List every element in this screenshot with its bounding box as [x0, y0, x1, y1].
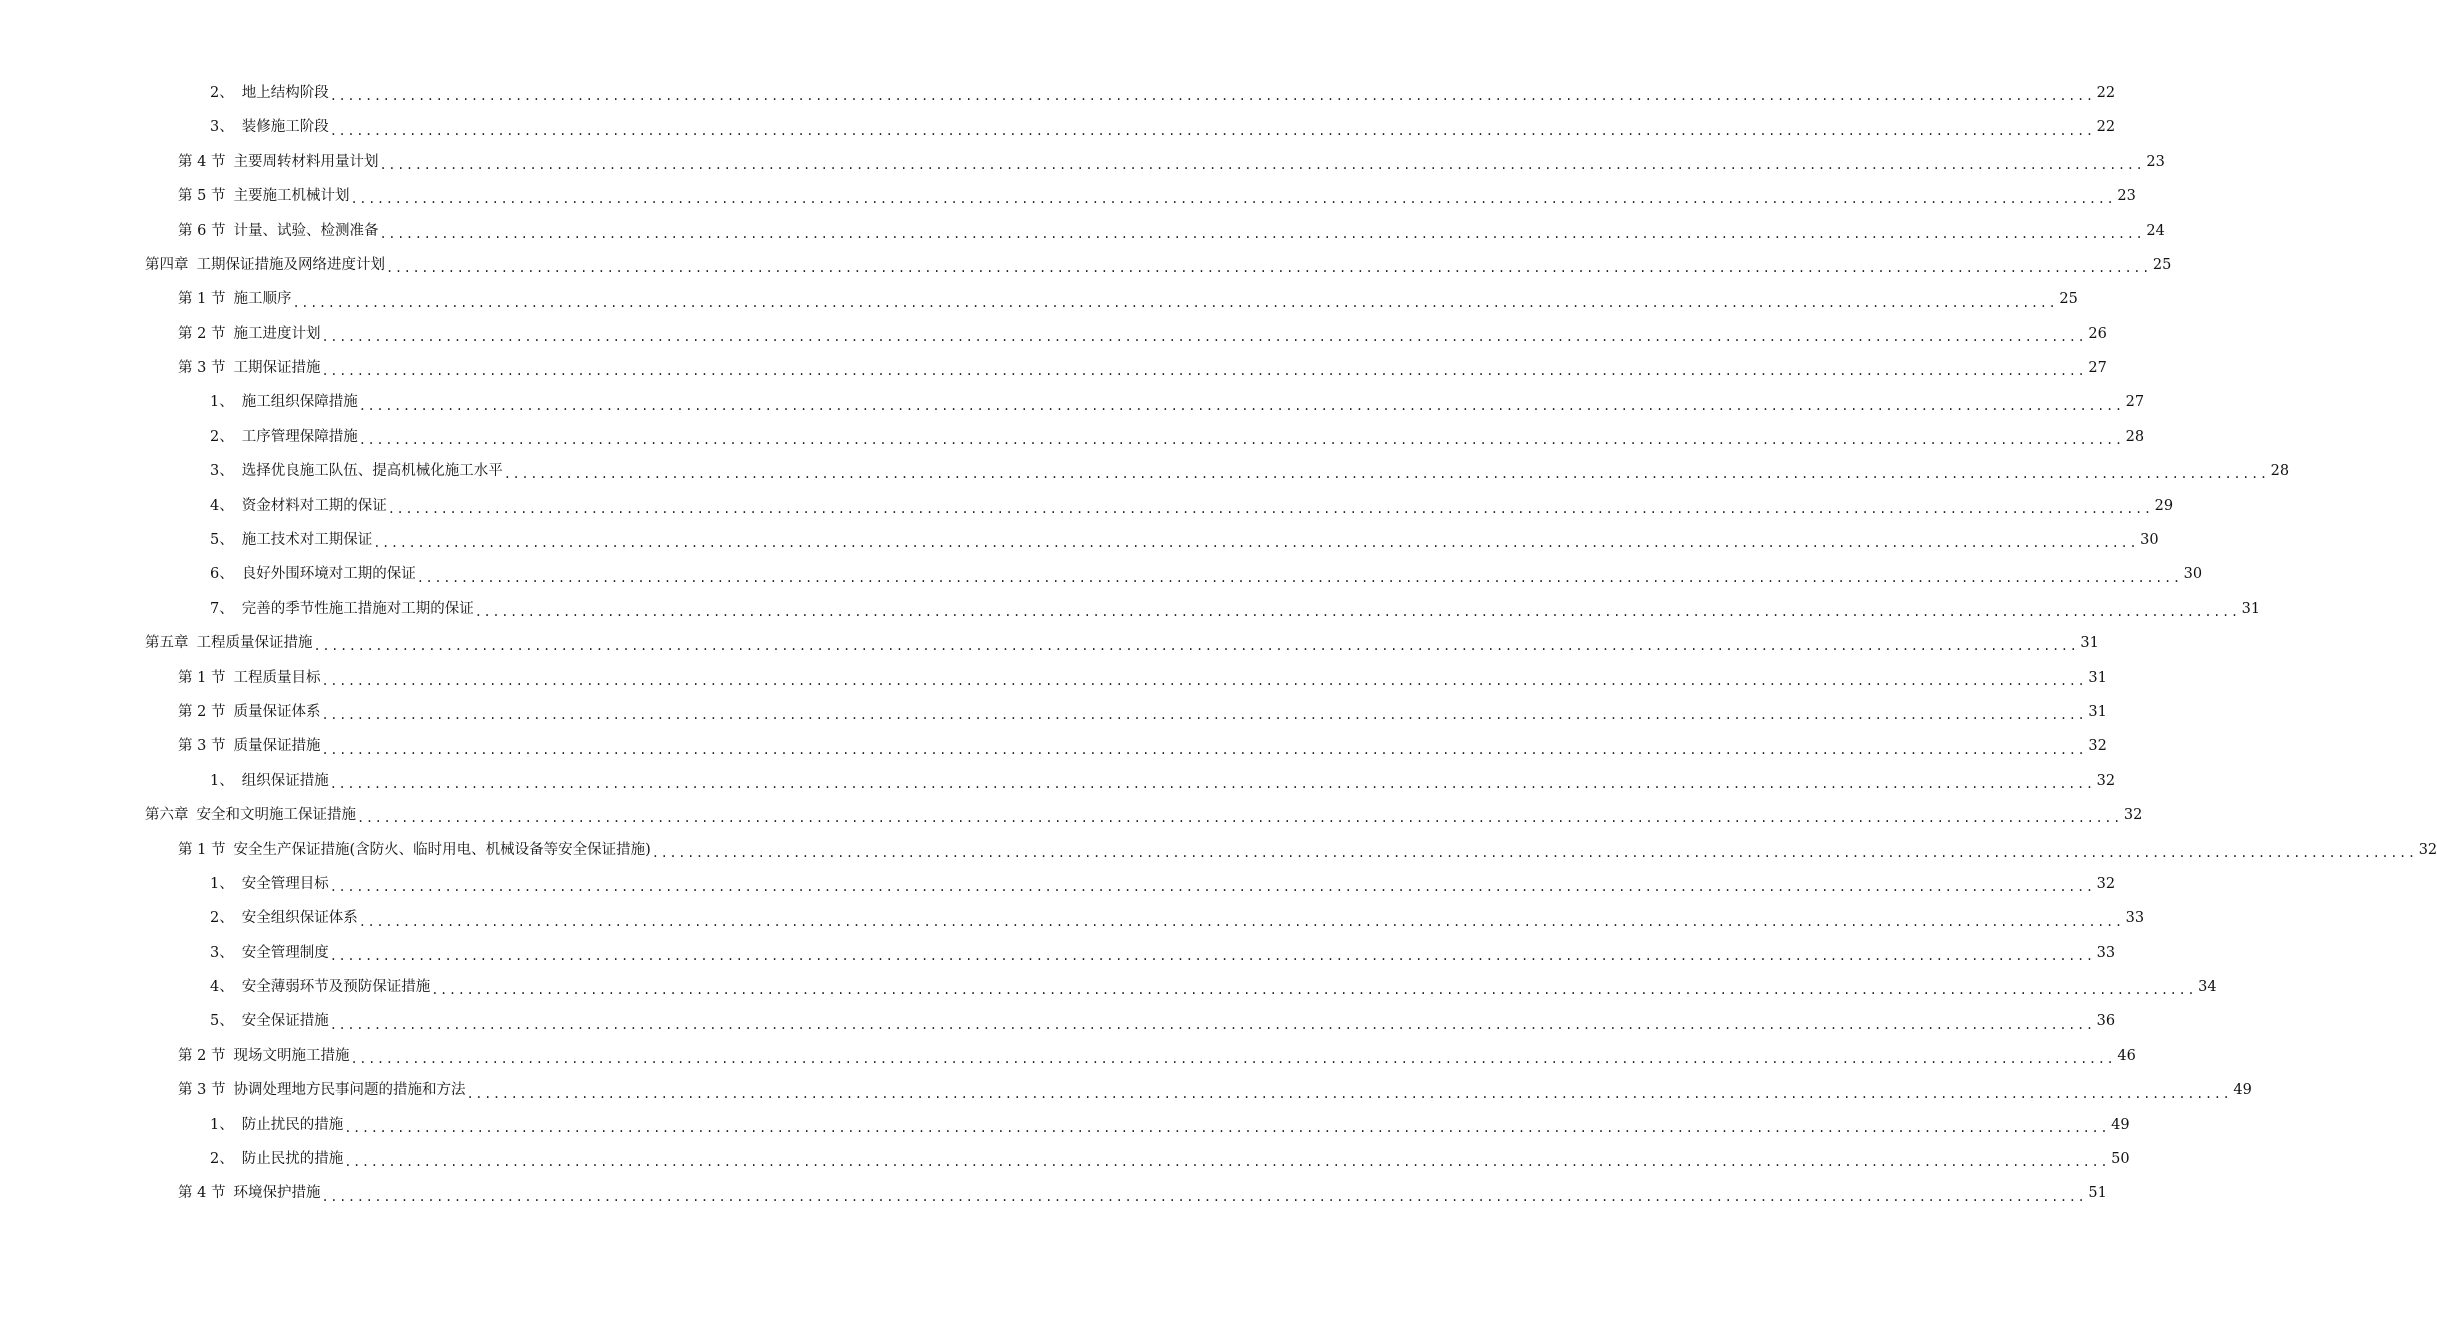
toc-entry-number: 第 2 节	[178, 703, 226, 720]
toc-page-number: 31	[2241, 600, 2261, 617]
toc-dot-leader: ........................................................................................................................................................................................................	[321, 708, 2087, 723]
toc-page-number: 31	[2088, 669, 2107, 686]
toc-dot-leader: ........................................................................................................................................................................................................	[344, 1120, 2110, 1135]
toc-entry-title: 工程质量保证措施	[196, 635, 313, 652]
toc-entry-title: 主要施工机械计划	[233, 188, 350, 205]
toc-entry[interactable]	[0, 179, 2136, 213]
toc-entry-title: 协调处理地方民事问题的措施和方法	[233, 1082, 466, 1099]
toc-dot-leader: ........................................................................................................................................................................................................	[329, 123, 2095, 138]
toc-page-number: 23	[2146, 153, 2165, 170]
toc-page-number: 23	[2117, 188, 2136, 205]
toc-page-number: 31	[2080, 635, 2099, 652]
toc-entry-number: 3、	[210, 944, 234, 961]
toc-entry[interactable]	[0, 420, 2145, 454]
toc-entry-title: 装修施工阶段	[241, 119, 329, 136]
toc-entry-number: 3、	[210, 463, 234, 480]
toc-entry-number: 1、	[210, 875, 234, 892]
toc-dot-leader: ........................................................................................................................................................................................................	[373, 536, 2139, 551]
toc-dot-leader: ........................................................................................................................................................................................................	[358, 914, 2124, 929]
toc-dot-leader: ........................................................................................................................................................................................................	[313, 639, 2079, 654]
toc-dot-leader: ........................................................................................................................................................................................................	[329, 89, 2095, 104]
toc-entry[interactable]	[0, 867, 2116, 901]
toc-entry-title: 安全管理目标	[241, 875, 329, 892]
toc-entry-number: 第 1 节	[178, 669, 226, 686]
toc-page-number: 30	[2183, 566, 2203, 583]
toc-entry[interactable]	[0, 798, 2143, 832]
toc-page-number: 27	[2088, 360, 2107, 377]
toc-page-number: 24	[2146, 222, 2165, 239]
toc-entry-number: 2、	[210, 428, 234, 445]
toc-entry-title: 工期保证措施	[233, 360, 321, 377]
toc-entry-number: 4、	[210, 497, 234, 514]
toc-page-number: 28	[2270, 463, 2290, 480]
toc-dot-leader: ........................................................................................................................................................................................................	[350, 192, 2116, 207]
toc-entry[interactable]	[0, 592, 2261, 626]
toc-entry[interactable]	[0, 833, 2437, 867]
toc-entry[interactable]	[0, 282, 2078, 316]
toc-entry-number: 2、	[210, 910, 234, 927]
toc-entry-title: 安全薄弱环节及预防保证措施	[241, 979, 431, 996]
toc-dot-leader: ........................................................................................................................................................................................................	[321, 1189, 2087, 1204]
toc-dot-leader: ........................................................................................................................................................................................................	[329, 777, 2095, 791]
toc-entry[interactable]	[0, 145, 2165, 179]
toc-entry-title: 资金材料对工期的保证	[241, 497, 387, 514]
toc-page-number: 28	[2125, 428, 2145, 445]
toc-page-number: 49	[2233, 1082, 2252, 1099]
toc-entry[interactable]	[0, 661, 2107, 695]
toc-dot-leader: ........................................................................................................................................................................................................	[329, 880, 2095, 895]
toc-page-number: 33	[2125, 910, 2145, 927]
toc-page-number: 26	[2088, 325, 2107, 342]
toc-entry-title: 安全和文明施工保证措施	[196, 807, 356, 824]
toc-entry-title: 良好外围环境对工期的保证	[241, 566, 416, 583]
toc-dot-leader: ........................................................................................................................................................................................................	[651, 845, 2417, 860]
toc-entry[interactable]	[0, 317, 2107, 351]
toc-entry[interactable]	[0, 351, 2107, 385]
toc-entry[interactable]	[0, 970, 2217, 1004]
toc-page-number: 32	[2096, 875, 2116, 892]
toc-entry-title: 地上结构阶段	[241, 84, 329, 101]
toc-entry[interactable]	[0, 901, 2145, 935]
toc-entry[interactable]	[0, 489, 2174, 523]
toc-dot-leader: ........................................................................................................................................................................................................	[386, 261, 2151, 276]
toc-entry-title: 组织保证措施	[241, 772, 329, 789]
toc-entry[interactable]	[0, 1039, 2136, 1073]
toc-entry-title: 环境保护措施	[233, 1185, 321, 1202]
toc-entry-title: 选择优良施工队伍、提高机械化施工水平	[241, 463, 503, 480]
toc-entry-title: 安全保证措施	[241, 1013, 329, 1030]
toc-entry-title: 施工技术对工期保证	[241, 532, 373, 549]
toc-dot-leader: ........................................................................................................................................................................................................	[358, 398, 2124, 413]
toc-dot-leader: ........................................................................................................................................................................................................	[321, 364, 2087, 379]
toc-entry-number: 2、	[210, 84, 234, 101]
toc-entry-number: 7、	[210, 600, 234, 617]
toc-dot-leader: ........................................................................................................................................................................................................	[503, 467, 2269, 482]
toc-page-number: 32	[2088, 738, 2107, 755]
toc-page-number: 36	[2096, 1013, 2116, 1030]
toc-entry-number: 第 4 节	[178, 1185, 226, 1202]
toc-entry-title: 施工顺序	[233, 291, 292, 308]
toc-entry[interactable]	[0, 1177, 2107, 1211]
toc-dot-leader: ........................................................................................................................................................................................................	[466, 1086, 2232, 1101]
toc-entry-number: 第 5 节	[178, 188, 226, 205]
toc-page-number: 33	[2096, 944, 2116, 961]
toc-dot-leader: ........................................................................................................................................................................................................	[357, 811, 2122, 826]
toc-dot-leader: ........................................................................................................................................................................................................	[358, 433, 2124, 448]
toc-entry[interactable]	[0, 214, 2165, 248]
toc-dot-leader: ........................................................................................................................................................................................................	[321, 673, 2087, 688]
toc-dot-leader: ........................................................................................................................................................................................................	[292, 295, 2058, 310]
toc-entry[interactable]	[0, 936, 2116, 970]
toc-entry-title: 安全管理制度	[241, 944, 329, 961]
toc-entry-number: 第 6 节	[178, 222, 226, 239]
toc-entry[interactable]	[0, 1005, 2116, 1039]
toc-entry-title: 现场文明施工措施	[233, 1047, 350, 1064]
toc-entry-number: 第 2 节	[178, 325, 226, 342]
toc-page-number: 32	[2096, 772, 2116, 789]
toc-page-number: 29	[2154, 497, 2174, 514]
toc-dot-leader: ........................................................................................................................................................................................................	[416, 570, 2182, 585]
toc-entry[interactable]	[0, 764, 2116, 798]
table-of-contents	[0, 76, 2437, 1211]
toc-page-number: 27	[2125, 394, 2145, 411]
toc-entry[interactable]	[0, 454, 2290, 488]
toc-entry-number: 1、	[210, 772, 234, 789]
toc-page-number: 25	[2059, 291, 2078, 308]
toc-dot-leader: ........................................................................................................................................................................................................	[474, 605, 2240, 620]
toc-entry-title: 防止扰民的措施	[241, 1116, 344, 1133]
toc-entry[interactable]	[0, 386, 2145, 420]
toc-dot-leader: ........................................................................................................................................................................................................	[321, 742, 2087, 757]
toc-dot-leader: ........................................................................................................................................................................................................	[329, 948, 2095, 963]
toc-page-number: 31	[2088, 703, 2107, 720]
toc-page-number: 22	[2096, 119, 2116, 136]
toc-entry[interactable]	[0, 729, 2107, 763]
toc-entry-title: 工程质量目标	[233, 669, 321, 686]
toc-entry-number: 第 3 节	[178, 1082, 226, 1099]
toc-entry-title: 安全生产保证措施(含防火、临时用电、机械设备等安全保证措施)	[233, 841, 651, 858]
toc-page-number: 51	[2088, 1185, 2107, 1202]
toc-entry[interactable]	[0, 626, 2099, 660]
toc-dot-leader: ........................................................................................................................................................................................................	[329, 1017, 2095, 1032]
toc-entry-number: 1、	[210, 1116, 234, 1133]
toc-entry[interactable]	[0, 110, 2116, 144]
toc-entry-number: 第 1 节	[178, 291, 226, 308]
toc-dot-leader: ........................................................................................................................................................................................................	[350, 1052, 2116, 1067]
toc-page-number: 49	[2111, 1116, 2130, 1133]
toc-entry-title: 工期保证措施及网络进度计划	[196, 256, 385, 273]
toc-entry-number: 第 3 节	[178, 738, 226, 755]
toc-dot-leader: ........................................................................................................................................................................................................	[321, 329, 2087, 344]
toc-page-number: 32	[2418, 841, 2437, 858]
toc-entry-title: 计量、试验、检测准备	[233, 222, 379, 239]
toc-entry-title: 质量保证体系	[233, 703, 321, 720]
toc-entry[interactable]	[0, 76, 2116, 110]
toc-dot-leader: ........................................................................................................................................................................................................	[387, 501, 2153, 516]
toc-entry-title: 防止民扰的措施	[241, 1151, 344, 1168]
toc-dot-leader: ........................................................................................................................................................................................................	[379, 157, 2145, 172]
toc-entry-number: 第 1 节	[178, 841, 226, 858]
toc-dot-leader: ........................................................................................................................................................................................................	[344, 1155, 2110, 1170]
toc-entry-number: 第 2 节	[178, 1047, 226, 1064]
toc-entry-title: 安全组织保证体系	[241, 910, 358, 927]
toc-entry-number: 2、	[210, 1151, 234, 1168]
toc-entry[interactable]	[0, 1108, 2130, 1142]
toc-entry-number: 第六章	[145, 807, 189, 824]
toc-page-number: 46	[2117, 1047, 2136, 1064]
toc-entry[interactable]	[0, 695, 2107, 729]
toc-entry[interactable]	[0, 523, 2159, 557]
toc-entry-title: 施工进度计划	[233, 325, 321, 342]
toc-dot-leader: ........................................................................................................................................................................................................	[379, 226, 2145, 241]
toc-entry-title: 主要周转材料用量计划	[233, 153, 379, 170]
toc-page-number: 50	[2111, 1151, 2130, 1168]
toc-entry-title: 工序管理保障措施	[241, 428, 358, 445]
toc-entry-title: 质量保证措施	[233, 738, 321, 755]
toc-page-number: 34	[2198, 979, 2217, 996]
toc-entry[interactable]	[0, 1142, 2130, 1176]
toc-dot-leader: ........................................................................................................................................................................................................	[431, 983, 2197, 998]
toc-entry-title: 施工组织保障措施	[241, 394, 358, 411]
toc-entry-number: 3、	[210, 119, 234, 136]
toc-entry-number: 5、	[210, 532, 234, 549]
toc-entry-number: 4、	[210, 979, 234, 996]
toc-entry[interactable]	[0, 248, 2172, 282]
toc-page-number: 25	[2152, 256, 2172, 273]
toc-entry-number: 第 4 节	[178, 153, 226, 170]
toc-page-number: 30	[2140, 532, 2159, 549]
toc-page-number: 22	[2096, 84, 2116, 101]
toc-entry[interactable]	[0, 1073, 2252, 1107]
toc-entry-number: 第四章	[145, 256, 189, 273]
toc-page-number: 32	[2123, 807, 2143, 824]
toc-entry[interactable]	[0, 557, 2203, 591]
toc-entry-title: 完善的季节性施工措施对工期的保证	[241, 600, 474, 617]
toc-entry-number: 第 3 节	[178, 360, 226, 377]
toc-entry-number: 1、	[210, 394, 234, 411]
toc-entry-number: 第五章	[145, 635, 189, 652]
toc-entry-number: 6、	[210, 566, 234, 583]
toc-entry-number: 5、	[210, 1013, 234, 1030]
